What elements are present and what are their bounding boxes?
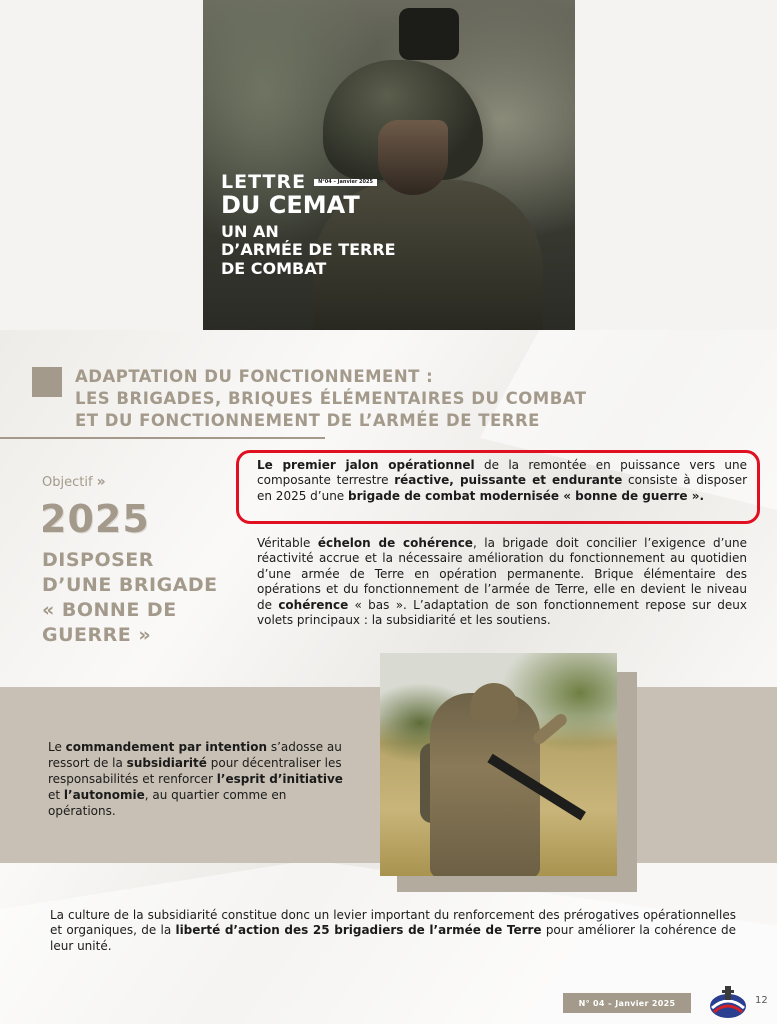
cover-subtitle-line3: DE COMBAT xyxy=(221,258,327,278)
soldier-photo xyxy=(380,653,617,876)
photo-helmet xyxy=(470,683,518,721)
section-heading xyxy=(75,366,675,432)
issue-footer-badge: N° 04 – Janvier 2025 xyxy=(563,993,691,1013)
section-heading-line3: ET DU FONCTIONNEMENT DE L’ARMÉE DE TERRE xyxy=(75,411,540,430)
cover-night-vision xyxy=(399,8,459,60)
heading-square-icon xyxy=(32,367,62,397)
chevron-icon: » xyxy=(96,474,106,490)
intro-paragraph: Le premier jalon opérationnel de la remontée en puissance vers une composante terrestre réactive, puissante et endurante consiste à disposer en 2025 d’une brigade de combat modernisée « bonne de guerre ». xyxy=(257,458,748,503)
closing-paragraph: La culture de la subsidiarité constitue donc un levier important du renforcement des prérogatives opérationnelles et organiques, de la liberté d’action des 25 brigadiers de l’armée de Terre pour améliorer la cohérence de leur unité. xyxy=(50,908,737,953)
objective-label: Objectif » xyxy=(42,474,106,490)
section-heading-line2: LES BRIGADES, BRIQUES ÉLÉMENTAIRES DU COMBAT xyxy=(75,389,587,408)
cover-image xyxy=(203,0,575,330)
heading-divider xyxy=(0,437,325,439)
cover-title-line2: DU CEMAT xyxy=(221,191,360,219)
cover-subtitle-line2: D’ARMÉE DE TERRE xyxy=(221,240,396,260)
objective-title: DISPOSER D’UNE BRIGADE « BONNE DE GUERRE » xyxy=(42,549,218,646)
objective-year: 2025 xyxy=(40,497,150,541)
army-logo-icon xyxy=(708,984,748,1020)
page-number: 12 xyxy=(755,995,768,1006)
body-paragraph: Véritable échelon de cohérence, la brigade doit concilier l’exigence d’une réactivité accrue et la nécessaire amélioration du fonctionnement au quotidien d’une armée de Terre en opération permanente. Brique élémentaire des opérations et du fonctionnement de l’armée de Terre, elle en devient le niveau de cohérence « bas ». L’adaptation de son fonctionnement repose sur deux volets principaux : la subsidiarité et les soutiens. xyxy=(257,536,748,628)
section-heading-line1: ADAPTATION DU FONCTIONNEMENT : xyxy=(75,367,434,386)
cover-subtitle-line1: UN AN xyxy=(221,222,279,241)
cover-title-line1: LETTRE xyxy=(221,171,307,193)
cover-title xyxy=(221,173,396,278)
cover-issue-badge: N°04 – Janvier 2025 xyxy=(314,179,377,186)
callout-text: Le commandement par intention s’adosse au ressort de la subsidiarité pour décentraliser les responsabilités et renforcer l’esprit d’initiative et l’autonomie, au quartier comme en opérations. xyxy=(48,740,343,818)
